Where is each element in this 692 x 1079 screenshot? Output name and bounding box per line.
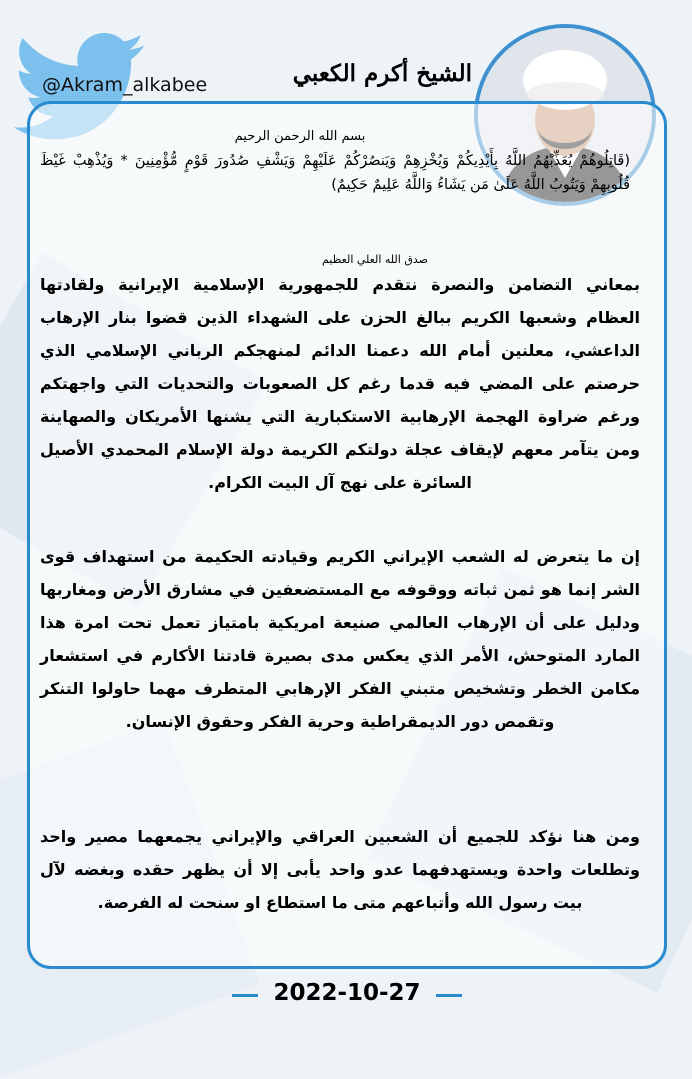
- paragraph-3: ومن هنا نؤكد للجميع أن الشعبين العراقي والإيراني يجمعهما مصير واحد وتطلعات واحدة ويستهدفهما عدو واحد يأبى إلا أن يظهر حقده وبغضه لآل بيت رسول الله وأتباعهم متى ما استطاع او سنحت له الفرصة.: [40, 827, 640, 912]
- date-dash-left: [232, 994, 258, 997]
- twitter-handle: @Akram_alkabee: [42, 74, 208, 96]
- paragraph-2: إن ما يتعرض له الشعب الإيراني الكريم وقيادته الحكيمة من استهداف قوى الشر إنما هو ثمن ثباته ووقوفه مع المستضعفين في مشارق الأرض ومغاربها ودليل على أن الإرهاب العالمي صنيعة امريكية بامتياز تعمل تحت امرة هذا المارد المتوحش، الأمر الذي يعكس مدى بصيرة قادتنا الأكارم في استشعار مكامن الخطر وتشخيص متبني الفكر الإرهابي المتطرف مهما حاولوا التنكر وتقمص دور الديمقراطية وحرية الفكر وحقوق الإنسان.: [40, 547, 640, 731]
- basmala: بسم الله الرحمن الرحيم: [234, 129, 366, 144]
- paragraph-1: بمعاني التضامن والنصرة نتقدم للجمهورية الإسلامية الإيرانية ولقادتها العظام وشعبها الكريم ببالغ الحزن على الشهداء الذين قضوا بنار الإرهاب الداعشي، معلنين أمام الله دعمنا الدائم لمنهجكم الرباني الإسلامي الذي حرصتم على المضي فيه قدما رغم كل الصعوبات والتحديات التي واجهتكم ورغم ضراوة الهجمة الإرهابية الاستكبارية التي يشنها الأمريكان والصهاينة ومن يتآمر معهم لإيقاف عجلة دولتكم الكريمة دولة الإسلام المحمدي الأصيل السائرة على نهج آل البيت الكرام.: [40, 275, 640, 492]
- post-date: 2022-10-27: [273, 980, 421, 1006]
- closing-phrase: صدق الله العلي العظيم: [322, 253, 428, 266]
- date-dash-right: [436, 994, 462, 997]
- author-name: الشيخ أكرم الكعبي: [292, 60, 472, 87]
- quran-verse: (قَاتِلُوهُمْ يُعَذِّبْهُمُ اللَّهُ بِأَيْدِيكُمْ وَيُخْزِهِمْ وَيَنصُرْكُمْ عَلَيْهِمْ وَيَشْفِ صُدُورَ قَوْمٍ مُّؤْمِنِينَ * وَيُذْهِبْ غَيْظَ قُلُوبِهِمْ وَيَتُوبُ اللَّهُ عَلَىٰ مَن يَشَاءُ وَاللَّهُ عَلِيمٌ حَكِيمٌ): [40, 153, 630, 193]
- date-row: [232, 980, 462, 1010]
